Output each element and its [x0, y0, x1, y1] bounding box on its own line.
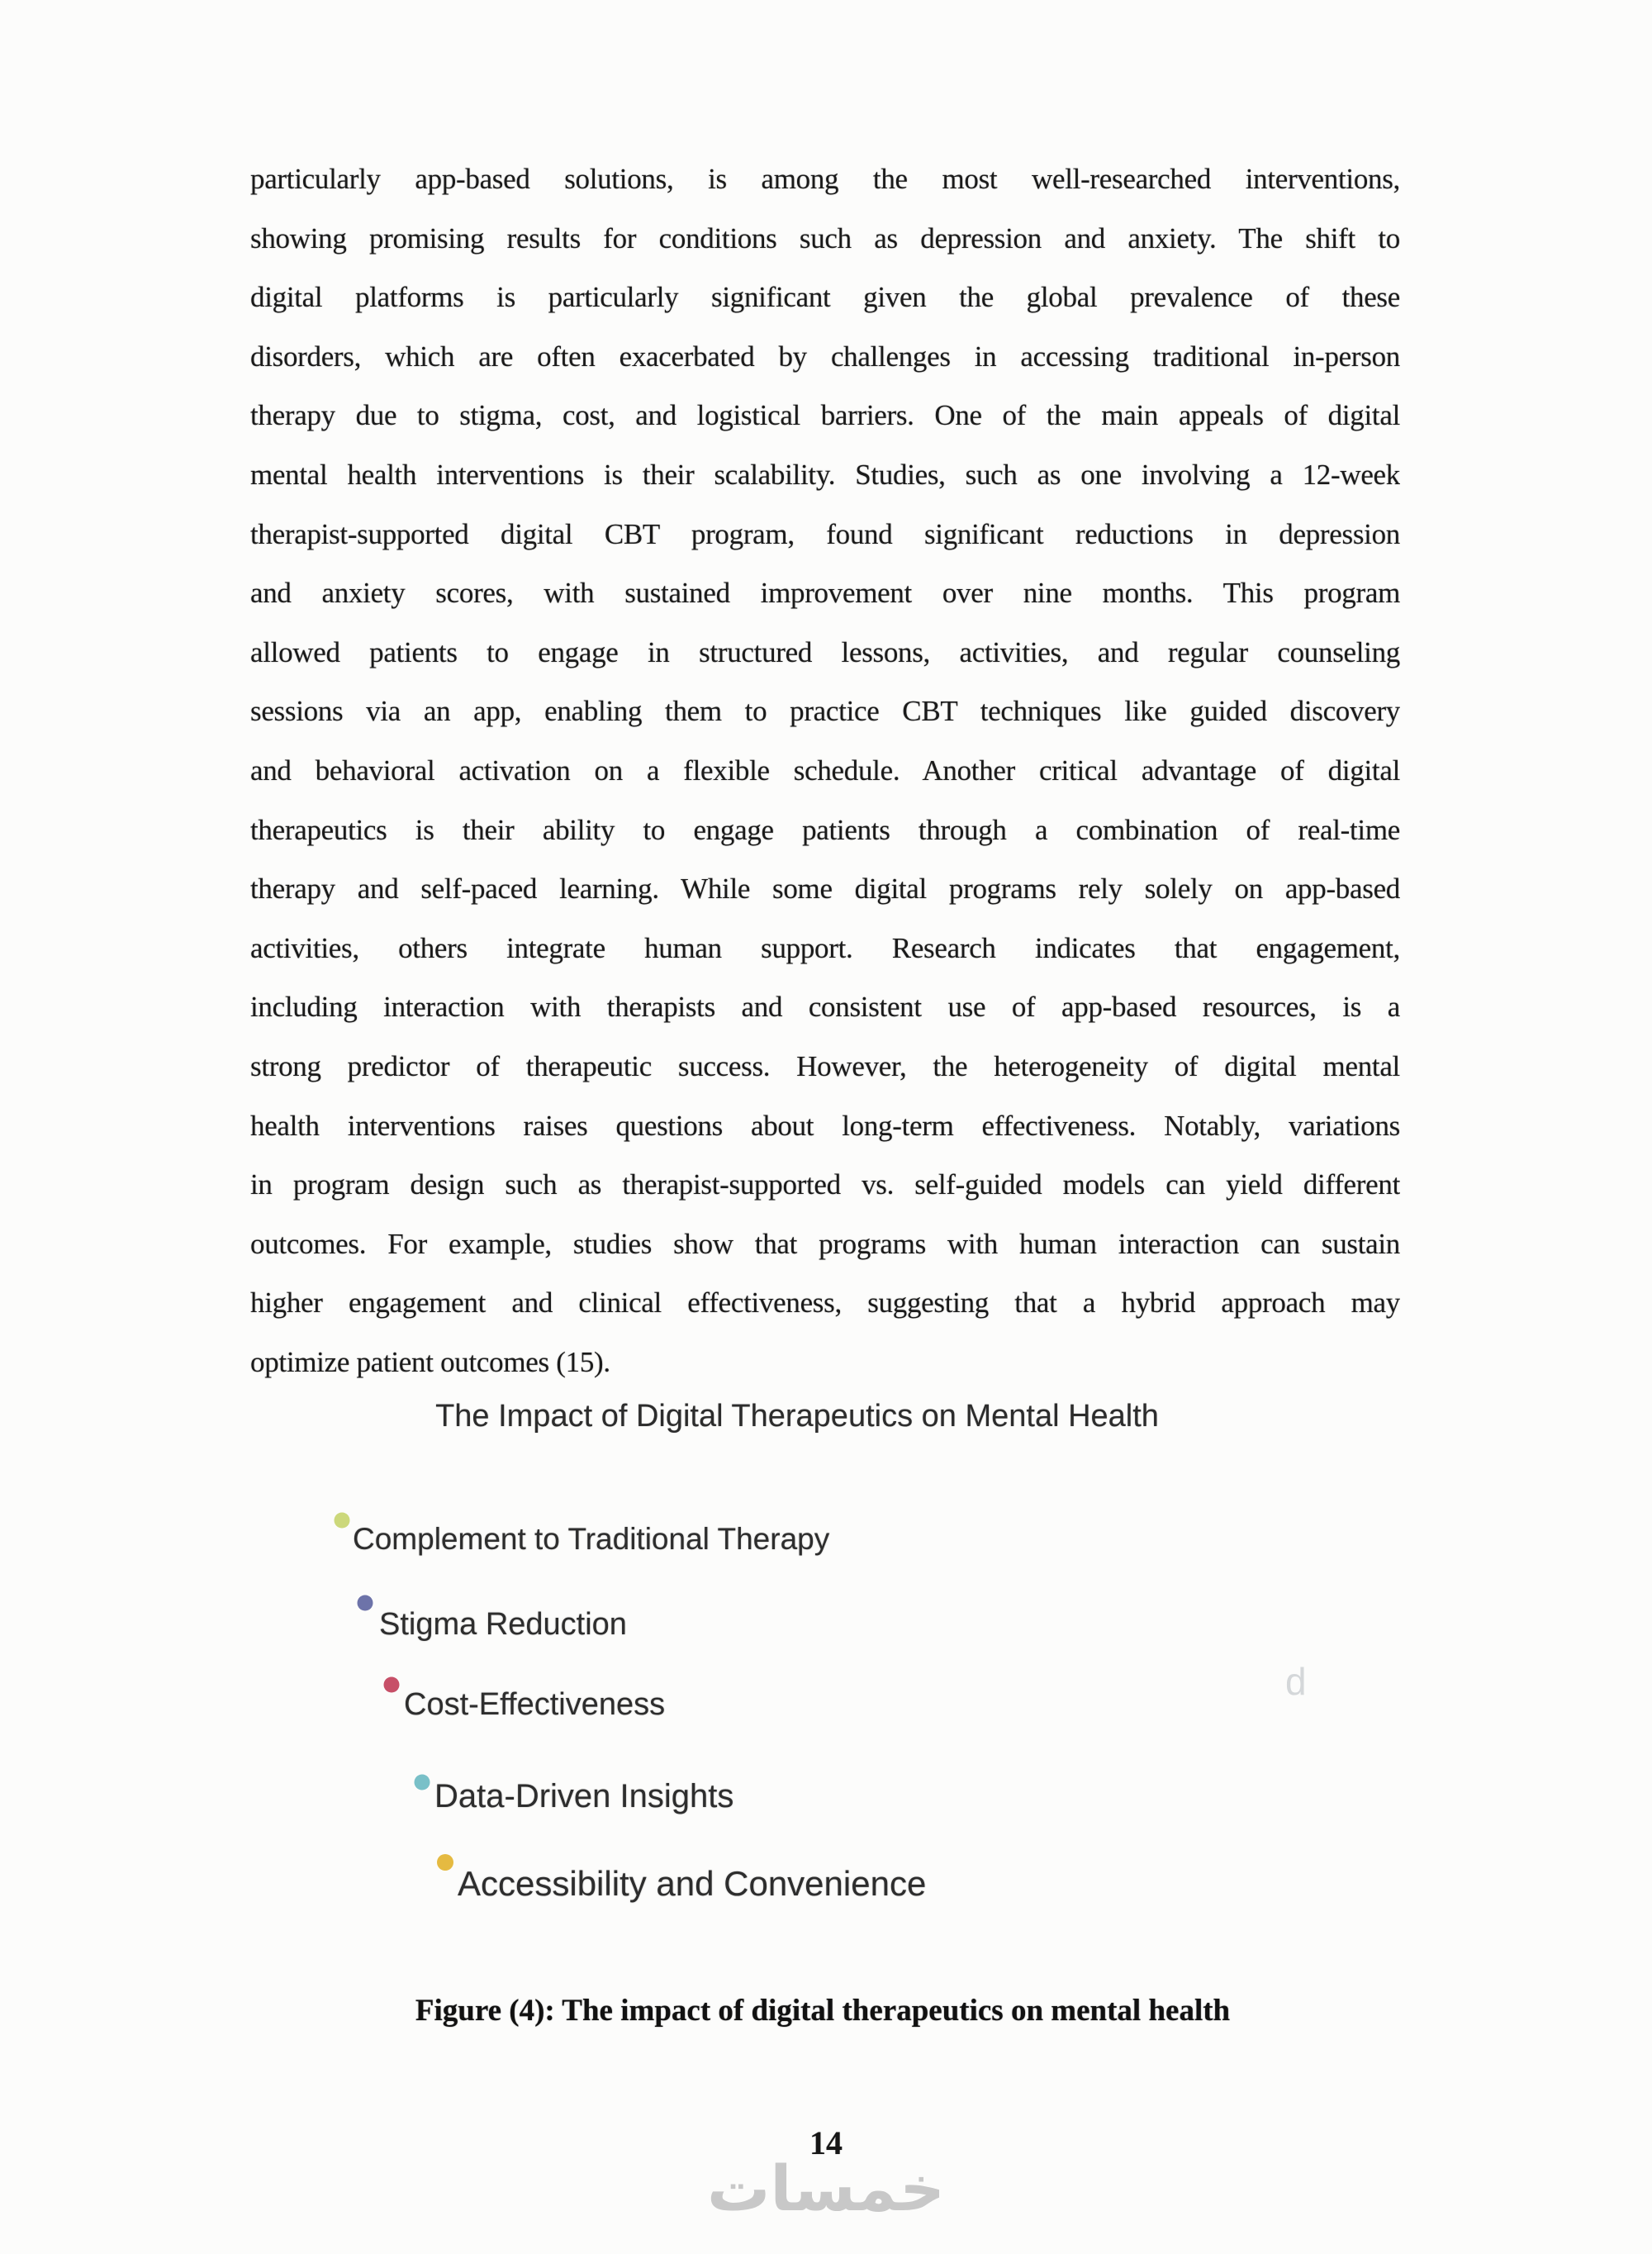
- text-line: including interaction with therapists and consistent use of app-based resources, is a: [250, 991, 1400, 1024]
- legend-item-stigma-reduction: Stigma Reduction: [379, 1607, 627, 1642]
- text-line: and behavioral activation on a flexible schedule. Another critical advantage of digital: [250, 754, 1400, 787]
- legend-bullet-icon: [333, 1511, 351, 1529]
- text-line: higher engagement and clinical effectiveness, suggesting that a hybrid approach may: [250, 1286, 1400, 1320]
- text-line: mental health interventions is their scalability. Studies, such as one involving a 12-week: [250, 458, 1400, 491]
- text-line: optimize patient outcomes (15).: [250, 1345, 610, 1378]
- legend-bullet-icon: [436, 1853, 454, 1871]
- figure-caption: Figure (4): The impact of digital therapeutics on mental health: [415, 1994, 1231, 2028]
- text-line: particularly app-based solutions, is among the most well-researched interventions,: [250, 163, 1400, 195]
- paragraph: [250, 150, 1400, 1391]
- figure-title: The Impact of Digital Therapeutics on Mental Health: [435, 1399, 1159, 1434]
- text-line: activities, others integrate human support. Research indicates that engagement,: [250, 931, 1400, 964]
- khamsat-watermark: خمسات: [707, 2152, 945, 2225]
- text-line: strong predictor of therapeutic success. However, the heterogeneity of digital mental: [250, 1049, 1400, 1082]
- text-line: therapy due to stigma, cost, and logistical barriers. One of the main appeals of digital: [250, 399, 1400, 432]
- text-line: health interventions raises questions about long-term effectiveness. Notably, variations: [250, 1109, 1400, 1142]
- text-line: therapeutics is their ability to engage patients through a combination of real-time: [250, 813, 1400, 846]
- text-line: and anxiety scores, with sustained improvement over nine months. This program: [250, 577, 1400, 610]
- text-line: outcomes. For example, studies show that programs with human interaction can sustain: [250, 1227, 1400, 1260]
- legend-item-cost-effectiveness: Cost-Effectiveness: [404, 1687, 666, 1722]
- text-line: disorders, which are often exacerbated by challenges in accessing traditional in-person: [250, 340, 1400, 373]
- page-number: 14: [809, 2124, 843, 2161]
- legend-bullet-icon: [413, 1773, 431, 1791]
- text-line: therapist-supported digital CBT program, found significant reductions in depression: [250, 517, 1400, 550]
- legend-bullet-icon: [356, 1594, 374, 1612]
- stock-watermark-text-fragment: d: [1285, 1660, 1307, 1703]
- text-line: therapy and self-paced learning. While some digital programs rely solely on app-based: [250, 873, 1400, 906]
- text-line: showing promising results for conditions such as depression and anxiety. The shift to: [250, 221, 1400, 254]
- legend-bullet-icon: [382, 1676, 401, 1694]
- legend-item-complement: Complement to Traditional Therapy: [353, 1522, 830, 1556]
- text-line: sessions via an app, enabling them to practice CBT techniques like guided discovery: [250, 695, 1400, 728]
- legend-item-data-driven-insights: Data-Driven Insights: [434, 1778, 734, 1814]
- text-line: in program design such as therapist-supported vs. self-guided models can yield different: [250, 1168, 1400, 1201]
- spiral-ribbon-graphic: [900, 1434, 1287, 1962]
- text-line: digital platforms is particularly significant given the global prevalence of these: [250, 281, 1400, 314]
- legend-item-accessibility-convenience: Accessibility and Convenience: [458, 1864, 927, 1903]
- text-line: allowed patients to engage in structured lessons, activities, and regular counseling: [250, 635, 1400, 668]
